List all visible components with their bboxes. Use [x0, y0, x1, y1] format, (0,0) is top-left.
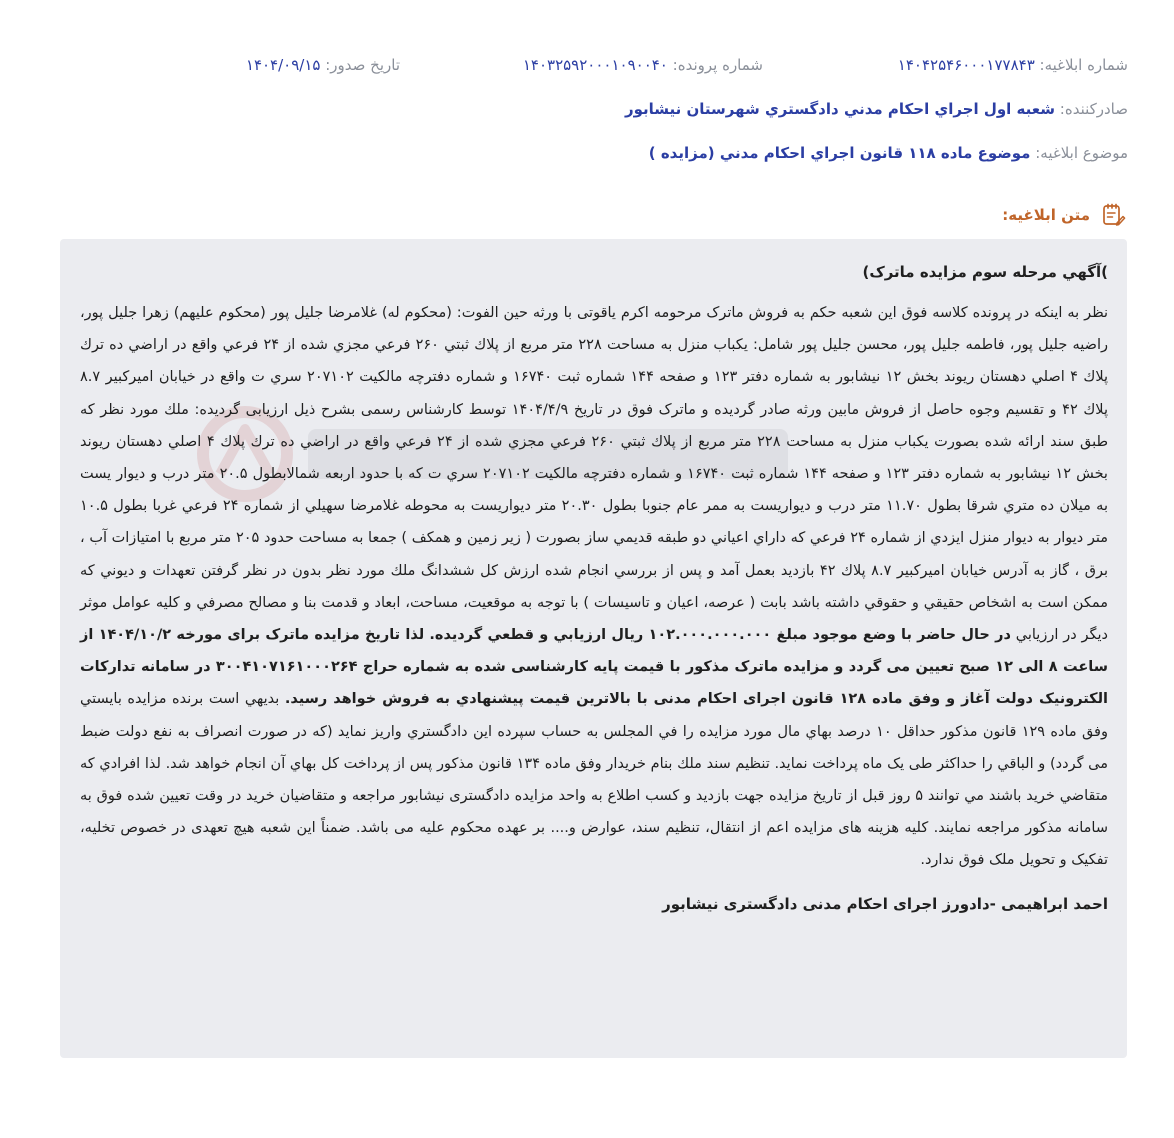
- issue-date-value: ۱۴۰۴/۰۹/۱۵: [245, 56, 321, 74]
- subject-value: موضوع ماده ۱۱۸ قانون اجراي احكام مدني (مزايده ): [648, 144, 1031, 162]
- notice-number-value: ۱۴۰۴۲۵۴۶۰۰۰۱۷۷۸۴۳: [897, 56, 1035, 74]
- issue-date-label: تاریخ صدور:: [325, 56, 400, 74]
- document-edit-icon: [1100, 202, 1126, 228]
- notice-meta-row: [46, 56, 1128, 84]
- case-number-value: ۱۴۰۳۲۵۹۲۰۰۰۱۰۹۰۰۴۰: [522, 56, 668, 74]
- notice-number-label: شماره ابلاغیه:: [1039, 56, 1128, 74]
- case-number-label: شماره پرونده:: [672, 56, 763, 74]
- notice-text-header: [1002, 202, 1126, 228]
- notice-number: [898, 56, 1128, 74]
- notice-heading: )آگهي مرحله سوم مزايده ماترک): [862, 263, 1108, 281]
- notice-body: [80, 297, 1108, 877]
- notice-subject: [649, 144, 1128, 162]
- notice-content-box: [60, 239, 1127, 1058]
- notice-body-part-1: نظر به اینکه در پرونده کلاسه فوق این شعبه حکم به فروش ماترک مرحومه اکرم یاقوتی با ورثه حین الفوت: (محکوم له) غلامرضا جلیل پور (محکوم علیهم) زهرا جلیل پور، راضیه جلیل پور، فاطمه جلیل پور، محسن جلیل پور شامل: يكباب منزل به مساحت ۲۲۸ متر مربع از پلاك ثبتي ۲۶۰ فرعي مجزي شده از ۲۴ فرعي واقع در اراضي ده ترك پلاك ۴ اصلي دهستان ريوند بخش ۱۲ نيشابور به شماره دفتر ۱۲۳ و صفحه ۱۴۴ شماره ثبت ۱۶۷۴۰ و شماره دفترچه مالکیت ۲۰۷۱۰۲ سري ت واقع در خيابان اميركبير ۸.۷ پلاك ۴۲ و تقسيم وجوه حاصل از فروش مابین ورثه صادر گردیده و ماترک فوق در تاریخ ۱۴۰۴/۴/۹ توسط کارشناس رسمی بشرح ذیل ارزیابی گردیده: ملك مورد نظر كه طبق سند ارائه شده بصورت يكباب منزل به مساحت ۲۲۸ متر مربع از پلاك ثبتي ۲۶۰ فرعي مجزي شده از ۲۴ فرعي واقع در اراضي ده ترك پلاك ۴ اصلي دهستان ريوند بخش ۱۲ نيشابور به شماره دفتر ۱۲۳ و صفحه ۱۴۴ شماره ثبت ۱۶۷۴۰ و شماره دفترچه مالكيت ۲۰۷۱۰۲ سري ت كه با حدود اربعه شمالابطول ۲۰.۵ متر درب و ديوار يست به ميلان ده متري شرقا بطول ۱۱.۷۰ متر درب و ديواريست به ممر عام جنوبا بطول ۲۰.۳۰ متر ديواريست به محوطه غلامرضا سهيلي از شماره ۲۴ فرعي غربا بطول ۱۰.۵ متر ديوار به ديوار منزل ايزدي از شماره ۲۴ فرعي كه داراي اعياني دو طبقه قديمي ساز بصورت ( زير زمين و همكف ) جمعا به مساحت حدود ۲۰۵ متر مربع با امتيازات آب ، برق ، گاز به آدرس خيابان اميركبير ۸.۷ پلاك ۴۲ بازديد بعمل آمد و پس از بررسي انجام شده ارزش كل ششدانگ ملك مورد نظر بدون در نظر گرفتن تعهدات و ديوني كه ممكن است به اشخاص حقيقي و حقوقي داشته باشد بابت ( عرصه، اعيان و تاسيسات ) با توجه به موقعيت، مساحت، ابعاد و قدمت بنا و مصالح مصرفي و كليه عوامل موثر ديگر در ارزيابي: [80, 305, 1109, 644]
- notice-text-title: متن ابلاغیه:: [1002, 206, 1090, 224]
- case-number: [523, 56, 763, 74]
- notice-signature: احمد ابراهیمی -دادورز اجرای احکام مدنی دادگستری نیشابور: [662, 894, 1108, 913]
- subject-label: موضوع ابلاغیه:: [1035, 144, 1128, 162]
- issuer-value: شعبه اول اجراي احكام مدني دادگستري شهرستان نيشابور: [624, 100, 1055, 118]
- issue-date: [246, 56, 400, 74]
- issuer: [625, 100, 1128, 118]
- issuer-label: صادرکننده:: [1059, 100, 1128, 118]
- notice-body-bold: در حال حاضر با وضع موجود مبلغ ۱۰۲.۰۰۰.۰۰۰.۰۰۰ ريال ارزيابي و قطعي گرديده. لذا تاریخ مزایده ماترک برای مورخه ۱۴۰۴/۱۰/۲ از ساعت ۸ الی ۱۲ صبح تعیین می گردد و مزایده ماترک مذکور با قیمت پایه کارشناسی شده به شماره حراج ۳۰۰۴۱۰۷۱۶۱۰۰۰۲۶۴ در سامانه تدارکات الکترونیک دولت آغاز و وفق ماده ۱۲۸ قانون اجرای احکام مدنی با بالاترین قیمت پیشنهادي به فروش خواهد رسيد.: [80, 627, 1108, 708]
- notice-body-part-2: بديهي است برنده مزايده بايستي وفق ماده ۱۲۹ قانون مذكور حداقل ۱۰ درصد بهاي مال مورد مزايده را في المجلس به حساب سپرده اين دادگستري واريز نمايد (كه در صورت انصراف به نفع دولت ضبط مى گردد) و الباقي را حداكثر طى یک ماه پرداخت نمايد. تنظيم سند ملك بنام خريدار وفق ماده ۱۳۴ قانون مذكور پس از پرداخت كل بهاي آن انجام خواهد شد. لذا افرادي كه متقاضي خريد باشند مي توانند ۵ روز قبل از تاريخ مزايده جهت بازديد و كسب اطلاع به واحد مزایده دادگستری نیشابور مراجعه و متقاضیان خرید در وقت تعیین شده فوق به سامانه مذکور مراجعه نمایند. کلیه هزینه های مزایده اعم از انتقال، تنظیم سند، عوارض و.... بر عهده محکوم علیه می باشد. ضمناً این شعبه هیچ تعهدی در خصوص تخلیه، تفکیک و تحویل ملک فوق ندارد.: [80, 691, 1109, 869]
